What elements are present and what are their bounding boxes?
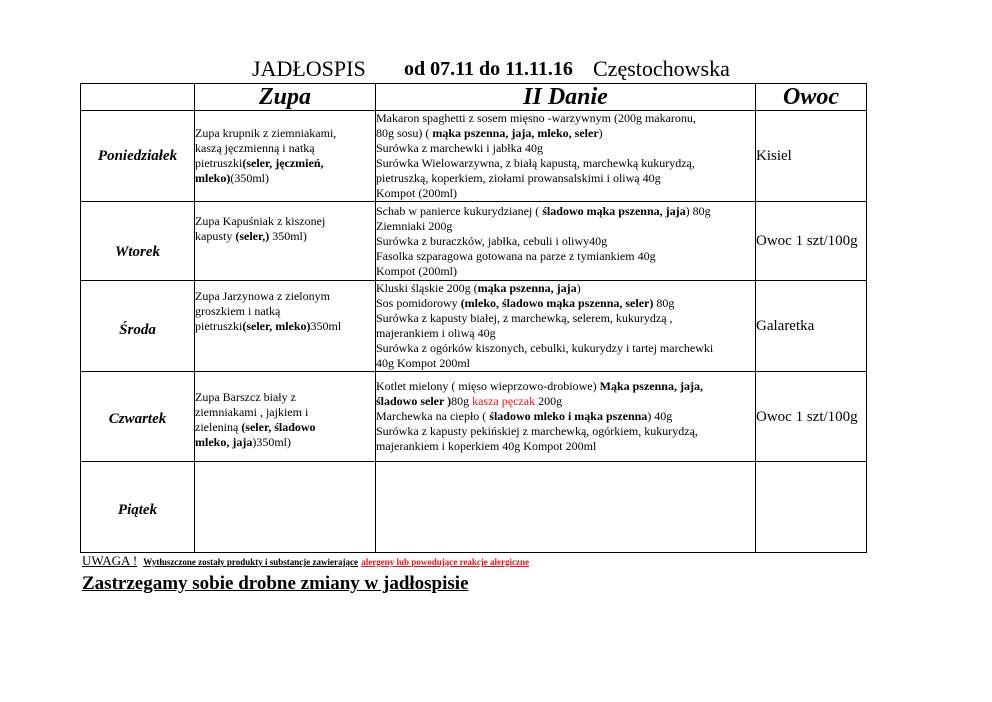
- soup-cell: [195, 111, 376, 202]
- text-line: [376, 171, 755, 186]
- day-row: [81, 111, 867, 202]
- text-segment: 40g Kompot 200ml: [376, 356, 471, 370]
- soup-text: [195, 289, 375, 334]
- title-dates: od 07.11 do 11.11.16: [404, 58, 573, 80]
- text-segment: 80g sosu) (: [376, 126, 433, 140]
- allergen-text: Mąka pszenna, jaja,: [599, 379, 703, 393]
- text-segment: Surówka Wielowarzywna, z białą kapustą, marchewką kukurydzą,: [376, 156, 695, 170]
- text-line: [195, 304, 375, 319]
- soup-cell: [195, 372, 376, 462]
- header-danie: II Danie: [376, 84, 756, 111]
- text-segment: Kompot (200ml): [376, 263, 457, 278]
- allergen-text: mleko): [195, 171, 231, 185]
- text-line: [376, 281, 755, 296]
- text-line: [376, 424, 755, 439]
- text-line: [195, 229, 375, 244]
- text-line: [376, 356, 755, 371]
- text-line: [195, 435, 375, 450]
- fruit-cell: [756, 202, 867, 281]
- text-line: [376, 156, 755, 171]
- title-label: JADŁOSPIS: [252, 56, 366, 81]
- text-segment: pietruszki: [195, 156, 243, 170]
- text-line: [376, 126, 755, 141]
- text-line: [376, 394, 755, 409]
- menu-table: [80, 83, 867, 553]
- day-row: [81, 281, 867, 372]
- allergen-note-red: alergeny lub powodujące reakcje alergiczne: [361, 557, 530, 567]
- text-segment: kaszą jęczmienną i natką: [195, 141, 315, 155]
- day-row: [81, 462, 867, 553]
- allergen-text: śladowo mąka pszenna, jaja: [542, 203, 686, 218]
- text-line: [195, 126, 375, 141]
- text-segment: Schab w panierce kukurydzianej (: [376, 203, 543, 218]
- text-segment: Surówka z kapusty pekińskiej z marchewką, ogórkiem, kukurydzą,: [376, 424, 698, 438]
- text-segment: ) 80g: [685, 203, 711, 218]
- title-location: Częstochowska: [593, 56, 730, 81]
- text-line: [376, 326, 755, 341]
- text-segment: zieleniną: [195, 419, 242, 434]
- main-dish-cell: [376, 111, 756, 202]
- text-line: [376, 186, 755, 201]
- main-dish-text: [376, 281, 755, 371]
- text-line: [376, 249, 755, 264]
- header-day: [81, 84, 195, 111]
- fruit-text: Galaretka: [756, 318, 815, 334]
- main-dish-text: [376, 204, 755, 279]
- allergen-text: mleko, jaja: [195, 434, 253, 449]
- text-line: [195, 420, 375, 435]
- text-segment: Fasolka szparagowa gotowana na parze z tymiankiem 40g: [376, 248, 656, 263]
- text-segment: Marchewka na ciepło (: [376, 409, 490, 423]
- day-name: Poniedziałek: [81, 111, 195, 202]
- text-segment: (350ml): [230, 171, 269, 185]
- text-line: [376, 234, 755, 249]
- text-line: [195, 156, 375, 171]
- fruit-text: Owoc 1 szt/100g: [756, 408, 858, 425]
- allergen-text: (mleko, śladowo mąka pszenna, seler): [460, 296, 654, 310]
- header-owoc: Owoc: [756, 84, 867, 111]
- text-segment: ): [598, 126, 603, 140]
- menu-title: [0, 54, 992, 84]
- allergen-text: (seler, mleko): [242, 319, 311, 333]
- soup-cell: [195, 462, 376, 553]
- allergen-text: śladowo seler ): [376, 394, 452, 408]
- header-row: [81, 84, 867, 111]
- text-line: [195, 405, 375, 420]
- text-segment: Zupa Jarzynowa z zielonym: [195, 289, 330, 303]
- text-segment: Surówka z kapusty białej, z marchewką, selerem, kukurydzą ,: [376, 311, 673, 325]
- main-dish-cell: [376, 462, 756, 553]
- fruit-cell: [756, 372, 867, 462]
- text-line: [376, 141, 755, 156]
- main-dish-cell: [376, 281, 756, 372]
- allergen-note: [82, 553, 529, 569]
- text-segment: kapusty: [195, 229, 236, 243]
- text-segment: Surówka z buraczków, jabłka, cebuli i oliwy40g: [376, 233, 608, 248]
- text-segment: groszkiem i natką: [195, 304, 281, 318]
- day-name: Czwartek: [81, 372, 195, 462]
- changes-notice: Zastrzegamy sobie drobne zmiany w jadłospisie: [82, 573, 469, 594]
- text-segment: )350ml): [252, 434, 291, 449]
- fruit-text: Owoc 1 szt/100g: [756, 233, 858, 249]
- main-dish-cell: [376, 372, 756, 462]
- allergen-text: (seler, jęczmień,: [242, 156, 324, 170]
- fruit-cell: [756, 462, 867, 553]
- text-line: [376, 311, 755, 326]
- allergen-text: mąka pszenna, jaja, mleko, seler: [432, 126, 599, 140]
- text-segment: majerankiem i oliwą 40g: [376, 326, 496, 340]
- text-segment: Surówka z marchewki i jabłka 40g: [376, 141, 543, 155]
- allergen-note-text: Wytłuszczone zostały produkty i substancje zawierające: [143, 557, 358, 567]
- main-dish-text: [376, 379, 755, 454]
- text-segment: Sos pomidorowy: [376, 296, 461, 310]
- text-segment: Zupa Barszcz biały z: [195, 389, 296, 404]
- soup-text: [195, 390, 375, 450]
- text-segment: Makaron spaghetti z sosem mięsno -warzywnym (200g makaronu,: [376, 111, 696, 125]
- day-name: Piątek: [81, 462, 195, 553]
- allergen-note-lead: UWAGA !: [82, 553, 138, 568]
- allergen-text: (seler,): [235, 229, 270, 243]
- text-line: [376, 219, 755, 234]
- main-dish-cell: [376, 202, 756, 281]
- fruit-cell: [756, 111, 867, 202]
- text-segment: 350ml): [269, 229, 307, 243]
- main-dish-text: [376, 111, 755, 201]
- text-segment: Ziemniaki 200g: [376, 218, 453, 233]
- text-segment: pietruszki: [195, 319, 243, 333]
- fruit-text: Kisiel: [756, 148, 792, 164]
- allergen-text: mąka pszenna, jaja: [477, 281, 577, 295]
- text-segment: 350ml: [310, 319, 342, 333]
- day-row: [81, 202, 867, 281]
- text-line: [376, 379, 755, 394]
- day-name: Środa: [81, 281, 195, 372]
- text-segment: 200g: [535, 394, 563, 408]
- allergen-text: śladowo mleko i mąka pszenna: [489, 409, 648, 423]
- text-segment: ): [576, 281, 581, 295]
- text-line: [376, 341, 755, 356]
- day-name: Wtorek: [81, 202, 195, 281]
- text-segment: ziemniakami , jajkiem i: [195, 404, 309, 419]
- text-line: [376, 439, 755, 454]
- text-segment: pietruszką, koperkiem, ziołami prowansalskimi i oliwą 40g: [376, 171, 661, 185]
- text-segment: 80g: [653, 296, 675, 310]
- text-segment: Zupa krupnik z ziemniakami,: [195, 126, 337, 140]
- text-line: [195, 319, 375, 334]
- text-line: [195, 390, 375, 405]
- text-segment: Kompot (200ml): [376, 186, 457, 200]
- text-line: [195, 171, 375, 186]
- text-line: [195, 214, 375, 229]
- text-line: [376, 204, 755, 219]
- soup-text: [195, 214, 375, 244]
- highlight-text: kasza pęczak: [472, 394, 536, 408]
- text-segment: Kotlet mielony ( mięso wieprzowo-drobiowe): [376, 379, 600, 393]
- text-segment: 80g: [451, 394, 473, 408]
- text-segment: majerankiem i koperkiem 40g Kompot 200ml: [376, 439, 597, 453]
- text-segment: ) 40g: [647, 409, 673, 423]
- soup-cell: [195, 281, 376, 372]
- header-zupa: Zupa: [195, 84, 376, 111]
- text-line: [195, 289, 375, 304]
- text-line: [376, 296, 755, 311]
- text-segment: Zupa Kapuśniak z kiszonej: [195, 214, 326, 228]
- text-segment: Kluski śląskie 200g (: [376, 281, 478, 295]
- soup-text: [195, 126, 375, 186]
- text-segment: Surówka z ogórków kiszonych, cebulki, kukurydzy i tartej marchewki: [376, 341, 714, 355]
- soup-cell: [195, 202, 376, 281]
- text-line: [376, 409, 755, 424]
- text-line: [376, 111, 755, 126]
- text-line: [195, 141, 375, 156]
- allergen-text: (seler, śladowo: [241, 419, 316, 434]
- fruit-cell: [756, 281, 867, 372]
- day-row: [81, 372, 867, 462]
- text-line: [376, 264, 755, 279]
